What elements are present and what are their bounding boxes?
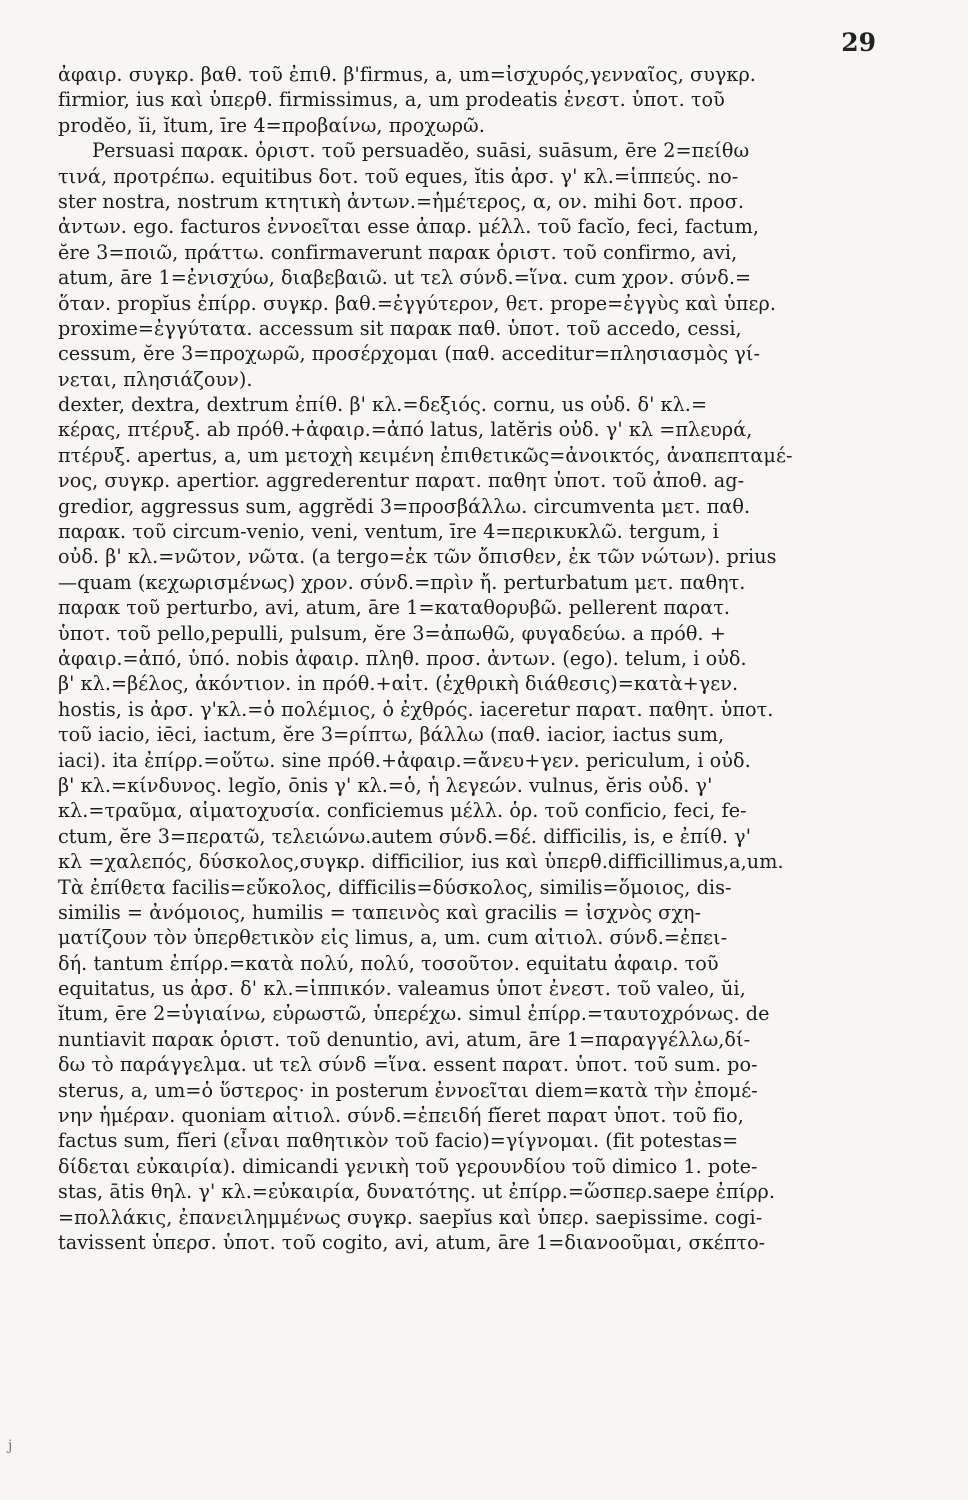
commentary-text: [58, 62, 918, 1332]
text-line: Τὰ ἐπίθετα facilis=εὔκολος, difficilis=δύσκολος, similis=ὅμοιος, dis-: [58, 875, 732, 899]
margin-mark: j: [8, 1438, 13, 1454]
text-line: παρακ τοῦ perturbo, avi, atum, āre 1=καταθορυβῶ. pellerent παρατ.: [58, 596, 731, 620]
text-line: factus sum, fĭeri (εἶναι παθητικὸν τοῦ facio)=γίγνομαι. (fit potestas=: [58, 1129, 739, 1153]
text-line: τοῦ iacio, iēci, iactum, ĕre 3=ρίπτω, βάλλω (παθ. iacior, iactus sum,: [58, 723, 725, 747]
text-line: ster nostra, nostrum κτητικὴ ἀντων.=ἡμέτερος, α, ον. mihi δοτ. προσ.: [58, 189, 744, 213]
text-line: ĕre 3=ποιῶ, πράττω. confirmaverunt παρακ ὁριστ. τοῦ confirmo, avi,: [58, 240, 738, 264]
text-line: cessum, ĕre 3=προχωρῶ, προσέρχομαι (παθ. acceditur=πλησιασμὸς γί-: [58, 342, 761, 366]
text-line: κλ =χαλεπός, δύσκολος,συγκρ. difficilior, ius καὶ ὑπερθ.difficillimus,a,um.: [58, 850, 784, 874]
text-line: ĭtum, ēre 2=ὑγιαίνω, εὐρωστῶ, ὑπερέχω. simul ἐπίρρ.=ταυτοχρόνως. de: [58, 1002, 770, 1026]
text-line: tavissent ὑπερσ. ὑποτ. τοῦ cogito, avi, atum, āre 1=διανοοῦμαι, σκέπτο-: [58, 1230, 766, 1254]
text-line: νην ἡμέραν. quoniam αἰτιολ. σύνδ.=ἐπειδή fĭeret παρατ ὑποτ. τοῦ fio,: [58, 1104, 744, 1128]
text-line: ctum, ĕre 3=περατῶ, τελειώνω.autem σύνδ.=δέ. difficilis, is, e ἐπίθ. γ': [58, 824, 752, 848]
text-line: —quam (κεχωρισμένως) χρον. σύνδ.=πρὶν ἤ. perturbatum μετ. παθητ.: [58, 570, 746, 594]
text-line: νεται, πλησιάζουν).: [58, 367, 253, 391]
text-line: ἀντων. ego. facturos ἐννοεῖται esse ἀπαρ. μέλλ. τοῦ facĭo, feci, factum,: [58, 215, 759, 239]
text-line: atum, āre 1=ἐνισχύω, διαβεβαιῶ. ut τελ σύνδ.=ἵνα. cum χρον. σύνδ.=: [58, 266, 752, 290]
text-line: τινά, προτρέπω. equitibus δοτ. τοῦ eques, ĭtis ἀρσ. γ' κλ.=ἱππεύς. no-: [58, 164, 739, 188]
text-line: β' κλ.=βέλος, ἀκόντιον. in πρόθ.+αἰτ. (ἐχθρικὴ διάθεσις)=κατὰ+γεν.: [58, 672, 739, 696]
text-line: nuntiavit παρακ ὁριστ. τοῦ denuntio, avi, atum, āre 1=παραγγέλλω,δί-: [58, 1027, 751, 1051]
text-line: δω τὸ παράγγελμα. ut τελ σύνδ =ἵνα. essent παρατ. ὑποτ. τοῦ sum. po-: [58, 1053, 758, 1077]
page-number: 29: [841, 28, 876, 57]
text-line: παρακ. τοῦ circum-venio, veni, ventum, īre 4=περικυκλῶ. tergum, i: [58, 520, 719, 544]
text-line: hostis, is ἀρσ. γ'κλ.=ὁ πολέμιος, ὁ ἐχθρός. iaceretur παρατ. παθητ. ὑποτ.: [58, 697, 774, 721]
text-line: πτέρυξ. apertus, a, um μετοχὴ κειμένη ἐπιθετικῶς=ἀνοικτός, ἀναπεπταμέ-: [58, 443, 793, 467]
text-line: δή. tantum ἐπίρρ.=κατὰ πολύ, πολύ, τοσοῦτον. equitatu ἀφαιρ. τοῦ: [58, 951, 719, 975]
text-line: [58, 1281, 918, 1306]
text-line: β' κλ.=κίνδυνος. legĭo, ōnis γ' κλ.=ὁ, ἡ λεγεών. vulnus, ĕris οὐδ. γ': [58, 773, 713, 797]
text-line: gredior, aggressus sum, aggrĕdi 3=προσβάλλω. circumventa μετ. παθ.: [58, 494, 751, 518]
text-line: κέρας, πτέρυξ. ab πρόθ.+ἀφαιρ.=ἀπό latus, latĕris οὐδ. γ' κλ =πλευρά,: [58, 418, 753, 442]
text-line: ὑποτ. τοῦ pello,pepulli, pulsum, ĕre 3=ἀπωθῶ, φυγαδεύω. a πρόθ. +: [58, 621, 726, 645]
text-line: κλ.=τραῦμα, αἱματοχυσία. conficiemus μέλλ. ὁρ. τοῦ conficio, feci, fe-: [58, 799, 747, 823]
text-line: proxime=ἐγγύτατα. accessum sit παρακ παθ. ὑποτ. τοῦ accedo, cessi,: [58, 316, 742, 340]
text-line: ὅταν. propĭus ἐπίρρ. συγκρ. βαθ.=ἐγγύτερον, θετ. prope=ἐγγὺς καὶ ὑπερ.: [58, 291, 776, 315]
text-line: ματίζουν τὸν ὑπερθετικὸν εἰς limus, a, um. cum αἰτιολ. σύνδ.=ἐπει-: [58, 926, 728, 950]
text-line: sterus, a, um=ὁ ὕστερος· in posterum ἐννοεῖται diem=κατὰ τὴν ἐπομέ-: [58, 1078, 758, 1102]
text-line: [58, 1255, 918, 1280]
text-line: νος, συγκρ. apertior. aggrederentur παρατ. παθητ ὑποτ. τοῦ ἀποθ. ag-: [58, 469, 745, 493]
text-line: ἀφαιρ. συγκρ. βαθ. τοῦ ἐπιθ. β'firmus, a, um=ἰσχυρός,γενναῖος, συγκρ.: [58, 63, 756, 86]
text-line: equitatus, us ἀρσ. δ' κλ.=ἱππικόν. valeamus ὑποτ ἐνεστ. τοῦ valeo, ŭi,: [58, 977, 746, 1001]
text-line: Persuasi παρακ. ὁριστ. τοῦ persuadĕo, suāsi, suāsum, ēre 2=πείθω: [92, 139, 750, 163]
text-line: οὐδ. β' κλ.=νῶτον, νῶτα. (a tergo=ἐκ τῶν ὄπισθεν, ἐκ τῶν νώτων). prius: [58, 545, 777, 569]
text-line: stas, ātis θηλ. γ' κλ.=εὐκαιρία, δυνατότης. ut ἐπίρρ.=ὥσπερ.saepe ἐπίρρ.: [58, 1180, 776, 1204]
text-line: ἀφαιρ.=ἀπό, ὑπό. nobis ἀφαιρ. πληθ. προσ. ἀντων. (ego). telum, i οὐδ.: [58, 646, 747, 670]
text-line: δίδεται εὐκαιρία). dimicandi γενικὴ τοῦ γερουνδίου τοῦ dimico 1. pote-: [58, 1154, 758, 1178]
text-line: =πολλάκις, ἐπανειλημμένως συγκρ. saepĭus καὶ ὑπερ. saepissime. cogi-: [58, 1205, 763, 1229]
text-line: dexter, dextra, dextrum ἐπίθ. β' κλ.=δεξιός. cornu, us οὐδ. δ' κλ.=: [58, 393, 708, 417]
text-line: iaci). ita ἐπίρρ.=οὕτω. sine πρόθ.+ἀφαιρ.=ἄνευ+γεν. periculum, i οὐδ.: [58, 748, 751, 772]
text-line: [58, 1306, 918, 1331]
text-line: firmior, ius καὶ ὑπερθ. firmissimus, a, um prodeatis ἐνεστ. ὑποτ. τοῦ: [58, 88, 725, 112]
text-line: prodĕo, ĭi, ĭtum, īre 4=προβαίνω, προχωρῶ.: [58, 113, 485, 137]
text-line: similis = ἀνόμοιος, humilis = ταπεινὸς καὶ gracilis = ἰσχνὸς σχη-: [58, 900, 702, 924]
